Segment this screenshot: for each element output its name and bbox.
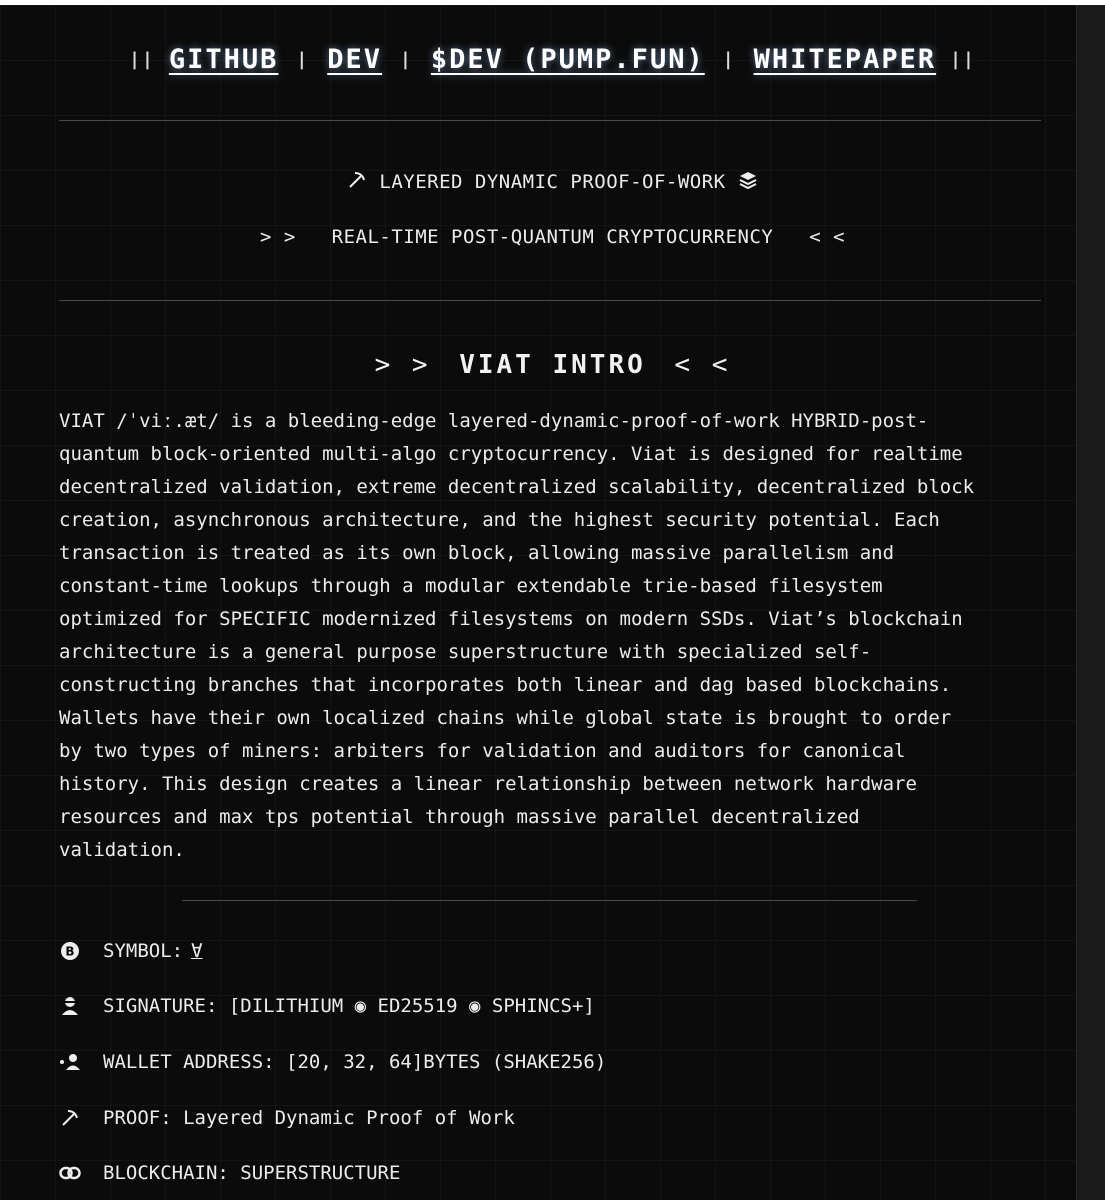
nav-separator: | xyxy=(296,48,310,70)
spec-wallet xyxy=(59,1051,606,1073)
arrows-right-icon: > > xyxy=(374,350,431,380)
divider xyxy=(59,300,1041,301)
arrows-left-icon: < < xyxy=(809,226,846,248)
link-icon xyxy=(59,1162,81,1184)
section-title: VIAT INTRO xyxy=(459,350,646,380)
intro-line: quantum block-oriented multi-algo cryptocurrency. Viat is designed for realtime xyxy=(59,443,963,465)
symbol-value: ∀ xyxy=(191,940,203,962)
nav-edge-left: || xyxy=(129,48,155,70)
intro-line: decentralized validation, extreme decentralized scalability, decentralized block xyxy=(59,476,975,498)
section-heading xyxy=(0,350,1105,380)
intro-line: optimized for SPECIFIC modernized filesystems on modern SSDs. Viat’s blockchain xyxy=(59,608,963,630)
wallet-text: WALLET ADDRESS: [20, 32, 64]BYTES (SHAKE256) xyxy=(103,1051,607,1073)
spec-symbol xyxy=(59,940,203,962)
intro-line: validation. xyxy=(59,839,185,861)
nav-separator: | xyxy=(400,48,413,70)
layers-icon xyxy=(738,171,758,193)
bitcoin-icon xyxy=(59,940,81,962)
intro-line: history. This design creates a linear relationship between network hardware xyxy=(59,773,917,795)
intro-line: architecture is a general purpose superstructure with specialized self- xyxy=(59,641,872,663)
tagline-quantum xyxy=(0,226,1105,248)
symbol-label: SYMBOL: xyxy=(103,940,184,962)
nav-link-whitepaper[interactable]: WHITEPAPER xyxy=(753,43,937,75)
svg-text:B: B xyxy=(65,944,75,959)
intro-line: constructing branches that incorporates both linear and dag based blockchains. xyxy=(59,674,952,696)
spec-blockchain xyxy=(59,1162,400,1184)
nav-link-github[interactable]: GITHUB xyxy=(168,43,279,75)
signature-text: SIGNATURE: [DILITHIUM ◉ ED25519 ◉ SPHINCS+] xyxy=(103,995,595,1017)
nav-link-dev-token[interactable]: $DEV (PUMP.FUN) xyxy=(430,43,705,75)
divider xyxy=(59,120,1041,121)
intro-line: transaction is treated as its own block, allowing massive parallelism and xyxy=(59,542,895,564)
arrows-left-icon: < < xyxy=(674,350,731,380)
user-secret-icon xyxy=(59,995,81,1017)
tagline-pow-text: LAYERED DYNAMIC PROOF-OF-WORK xyxy=(379,171,726,193)
intro-line: creation, asynchronous architecture, and the highest security potential. Each xyxy=(59,509,940,531)
arrows-right-icon: > > xyxy=(259,226,296,248)
tagline-pow xyxy=(0,170,1105,193)
pickaxe-icon xyxy=(59,1107,81,1129)
intro-line: constant-time lookups through a modular extendable trie-based filesystem xyxy=(59,575,883,597)
blockchain-text: BLOCKCHAIN: SUPERSTRUCTURE xyxy=(103,1162,401,1184)
spec-signature xyxy=(59,995,595,1017)
intro-line: VIAT /ˈviː.æt/ is a bleeding-edge layered-dynamic-proof-of-work HYBRID-post- xyxy=(59,410,929,432)
top-nav xyxy=(0,37,1105,81)
intro-line: resources and max tps potential through massive parallel decentralized xyxy=(59,806,860,828)
tagline-quantum-text: REAL-TIME POST-QUANTUM CRYPTOCURRENCY xyxy=(331,226,774,248)
nav-link-dev[interactable]: DEV xyxy=(327,43,383,75)
nav-edge-right: || xyxy=(950,48,976,70)
spec-proof xyxy=(59,1107,515,1129)
divider xyxy=(182,900,917,901)
page xyxy=(0,5,1105,1200)
intro-paragraph xyxy=(59,405,1059,867)
proof-text: PROOF: Layered Dynamic Proof of Work xyxy=(103,1107,515,1129)
nav-separator: | xyxy=(722,48,736,70)
user-transfer-icon xyxy=(59,1051,81,1073)
intro-line: Wallets have their own localized chains while global state is brought to order xyxy=(59,707,952,729)
pickaxe-icon xyxy=(347,171,379,193)
intro-line: by two types of miners: arbiters for validation and auditors for canonical xyxy=(59,740,906,762)
